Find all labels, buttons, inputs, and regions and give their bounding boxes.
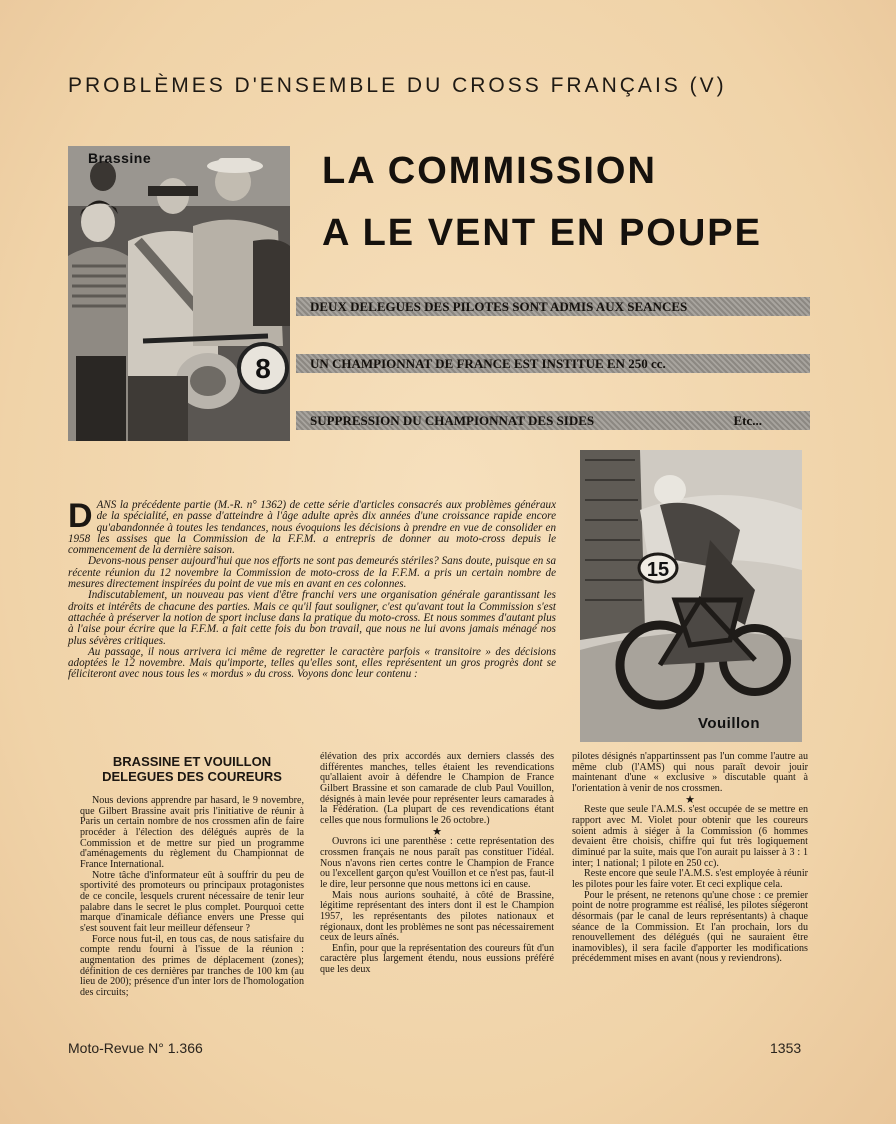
column-1-paragraph-2: Notre tâche d'informateur eût à souffrir du peu de sportivité des promoteurs ou principaux protagonistes de ce concile, lesquels crurent nécessaire de tenir leur palabre dans le secret le plus complet. Pourquoi cette marque d'inamicale défiance envers une Presse qui s'est souvent fait leur meilleur défenseur ? [80, 869, 304, 934]
photo-caption-vouillon: Vouillon [697, 715, 760, 732]
photo-caption-brassine: Brassine [88, 150, 152, 166]
intro-paragraph-1 [68, 497, 556, 557]
banner-championship-250 [296, 354, 810, 373]
banner-text: SUPPRESSION DU CHAMPIONNAT DES SIDES [310, 413, 595, 428]
section-subhead: BRASSINE ET VOUILLON DELEGUES DES COUREURS [102, 754, 282, 784]
column-1-paragraph-1: Nous devions apprendre par hasard, le 9 novembre, que Gilbert Brassine avait pris l'initiative de réunir à Paris un certain nombre de nos crossmen afin de faire procéder à l'élection des délégués auprès de la Commission et de mettre sur pied un programme d'aménagements du règlement du Championnat de France International. [80, 795, 304, 870]
column-3-paragraph-4: Pour le présent, ne retenons qu'une chose : ce premier point de notre programme est réalisé, les pilotes siégeront désormais (par le canal de leurs représentants) à chaque séance de la Commission. Et l'an prochain, lors du renouvellement des délégués (qui ne sauraient être inamovibles), il sera facile d'apporter les modifications précédemment mises en avant (nous y reviendrons). [572, 889, 808, 965]
article-column-1 [80, 754, 304, 998]
column-3-paragraph-1: pilotes désignés n'appartinssent pas l'un comme l'autre au même club (l'AMS) qui nous paraît devoir jouir maintenant d'une « exclusive » discutable quant à l'orientation à venir de nos crossmen. [572, 751, 808, 794]
photo-brassine [68, 146, 290, 441]
banner-etc: Etc... [733, 413, 762, 428]
footer-magazine-issue: Moto-Revue N° 1.366 [68, 1040, 203, 1056]
column-2-paragraph-4: Enfin, pour que la représentation des coureurs fût d'un caractère plus largement étendu, nous eussions préféré que les deux [320, 942, 554, 976]
intro-text-1: ANS la précédente partie (M.-R. n° 1362) de cette série d'articles consacrés aux problèmes généraux de la spécialité, en passe d'atteindre à l'âge adulte après dix années d'une croissance rapide encore qu'abandonnée à toutes les tendances, nous évoquions les décisions à prendre en vue de consolider en 1958 les assises que la Commission de la F.F.M. a entrepris de donner au moto-cross depuis le commencement de la dernière saison. [68, 499, 556, 557]
column-3-paragraph-2: Reste que seule l'A.M.S. s'est occupée de se mettre en rapport avec M. Violet pour obtenir que les coureurs soient admis à siéger à la Commission (6 hommes devaient être choisis, chiffre qui fut très logiquement diminué par la suite, mais que l'on aurait pu laisser à 3 : 1 inter; 1 national; 1 pilote en 250 cc). [572, 804, 808, 869]
footer-page-number: 1353 [770, 1040, 802, 1056]
article-column-3 [572, 752, 808, 965]
svg-text:15: 15 [646, 559, 670, 581]
headline-line-1: LA COMMISSION [322, 150, 657, 192]
article-column-2 [320, 752, 554, 976]
column-2-paragraph-2: Ouvrons ici une parenthèse : cette représentation des crossmen français ne nous paraît pas constituer l'idéal. Nous n'avons rien certes contre le Champion de France ou l'excellent garçon qu'est Vouillon et ce n'est pas, faut-il le dire, leur personne que nous mettons ici en cause. [320, 836, 554, 890]
drop-cap: D [68, 497, 93, 535]
star-separator: ★ [432, 825, 442, 838]
column-3-paragraph-3: Reste encore que seule l'A.M.S. s'est employée à réunir les pilotes pour les faire voter. Et ceci explique cela. [572, 868, 808, 890]
column-1-paragraph-3: Force nous fut-il, en tous cas, de nous satisfaire du compte rendu fourni à l'issue de la réunion : augmentation des primes de déplacement (zones); définition de ces dernières par tranches de 100 km (au lieu de 200); présence d'un inter lors de l'homologation des circuits; [80, 933, 304, 998]
photo-vouillon-illustration [580, 450, 802, 742]
intro-paragraph-3: Indiscutablement, un nouveau pas vient d'être franchi vers une organisation générale garantissant les droits et intérêts de chacune des parties. Mais ce qu'il faut souligner, c'est qu'avant tout la Commission s'est attachée à préserver la notion de sport incluse dans la pratique du moto-cross. Et nous sommes d'autant plus à l'aise pour écrire que la F.F.M. a fait cette fois du bon travail, que nous ne lui avons jamais ménagé nos plus sévères critiques. [68, 589, 556, 647]
headline-line-2: A LE VENT EN POUPE [322, 212, 762, 254]
banner-delegates [296, 297, 810, 316]
photo-vouillon [580, 450, 802, 742]
banner-text: UN CHAMPIONNAT DE FRANCE EST INSTITUE EN 250 cc. [310, 356, 666, 371]
svg-text:8: 8 [255, 353, 271, 384]
column-2-paragraph-1: élévation des prix accordés aux derniers classés des différentes manches, telles étaient les revendications qu'allaient avoir à défendre le Champion de France Gilbert Brassine et son camarade de club Paul Vouillon, désignés à main levée pour représenter leurs camarades à la Fédération. (La plupart de ces revendications étant celles que nous formulions le 26 octobre.) [320, 751, 554, 826]
photo-brassine-illustration [68, 146, 290, 441]
article-intro [68, 497, 556, 681]
intro-paragraph-4: Au passage, il nous arrivera ici même de regretter le caractère parfois « transitoire » des décisions adoptées le 12 novembre. Mais qu'importe, telles qu'elles sont, elles représentent un gros progrès dont se féliciteront avec nous tous les « mordus » du cross. Voyons donc leur contenu : [68, 645, 556, 681]
star-separator: ★ [685, 793, 695, 806]
column-2-paragraph-3: Mais nous aurions souhaité, à côté de Brassine, légitime représentant des inters dont il est le Champion 1957, les représentants des pilotes nationaux et régionaux, dont les problèmes ne sont pas nécessairement ceux de leurs aînés. [320, 889, 554, 944]
banner-sidecars [296, 411, 810, 430]
intro-paragraph-2: Devons-nous penser aujourd'hui que nos efforts ne sont pas demeurés stériles? Sans doute, puisque en sa récente réunion du 12 novembre la Commission de moto-cross de la F.F.M. a pris un certain nombre de mesures directement inspirées du point de vue mis en avant en ces colonnes. [68, 555, 556, 591]
series-title: PROBLÈMES D'ENSEMBLE DU CROSS FRANÇAIS (V) [68, 74, 727, 97]
banner-text: DEUX DELEGUES DES PILOTES SONT ADMIS AUX SEANCES [310, 299, 688, 314]
